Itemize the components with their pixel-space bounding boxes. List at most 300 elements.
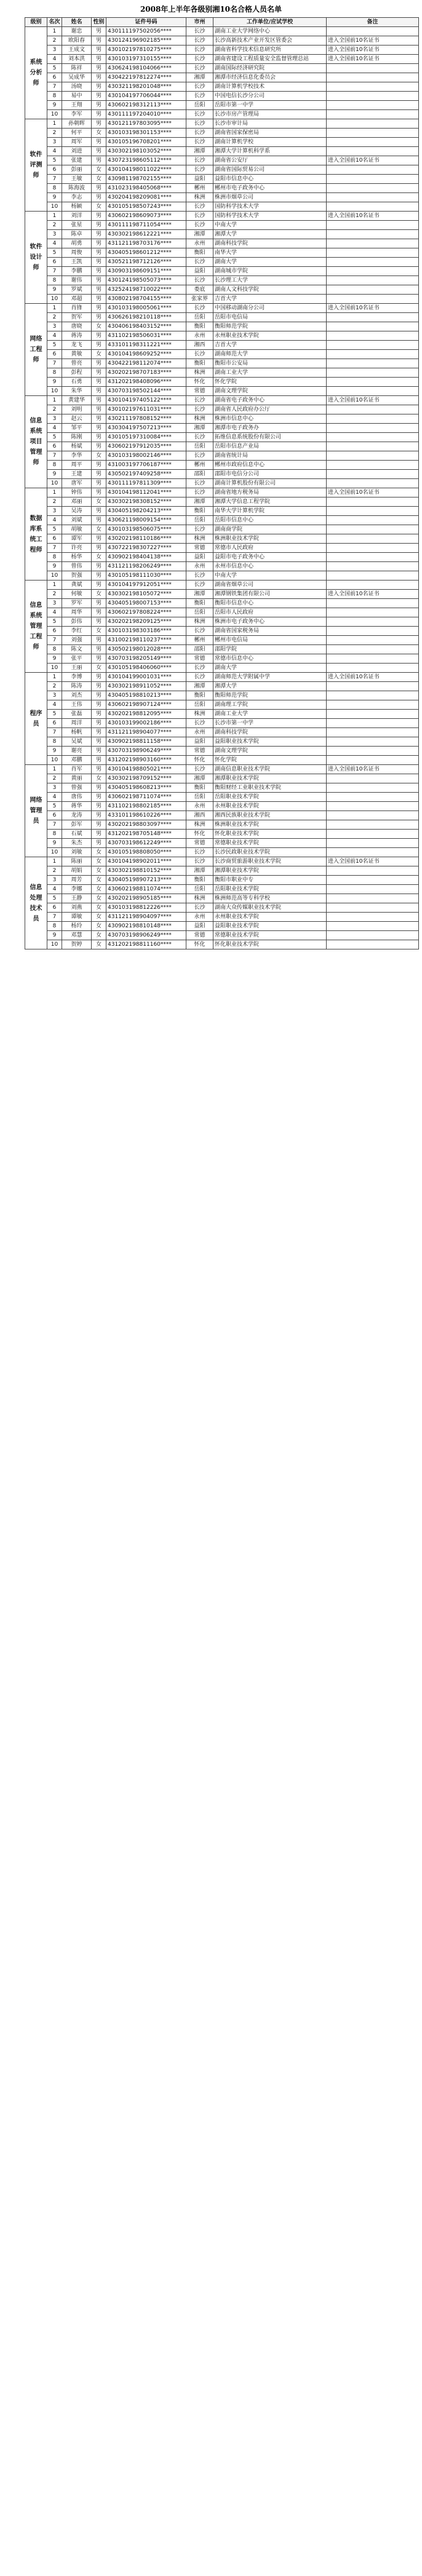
gender-cell: 女	[92, 885, 106, 894]
remark-cell	[327, 599, 419, 608]
gender-cell: 男	[92, 654, 106, 664]
id-number-cell: 430104198011022****	[106, 165, 186, 175]
id-number-cell: 430602197808224****	[106, 608, 186, 617]
remark-cell	[327, 82, 419, 92]
rank-cell: 1	[47, 304, 62, 313]
gender-cell: 男	[92, 562, 106, 571]
city-cell: 长沙	[186, 857, 213, 866]
id-number-cell: 430302198911052****	[106, 682, 186, 691]
name-cell: 陈祥	[62, 64, 92, 73]
id-number-cell: 430602198907124****	[106, 700, 186, 710]
gender-cell: 男	[92, 119, 106, 129]
table-row	[25, 64, 419, 73]
rank-cell: 9	[47, 101, 62, 110]
remark-cell: 进入全国前10名证书	[327, 765, 419, 774]
name-cell: 王建	[62, 470, 92, 479]
gender-cell: 男	[92, 691, 106, 700]
id-number-cell: 430802198704155****	[106, 295, 186, 304]
id-number-cell: 430103198303186****	[106, 627, 186, 636]
organization-cell: 衡阳市职业中专	[213, 876, 327, 885]
remark-cell	[327, 700, 419, 710]
id-number-cell: 431121198206249****	[106, 562, 186, 571]
id-number-cell: 430103198002146****	[106, 451, 186, 461]
gender-cell: 女	[92, 931, 106, 940]
city-cell: 长沙	[186, 765, 213, 774]
id-number-cell: 430104197706044****	[106, 92, 186, 101]
name-cell: 李鹏	[62, 267, 92, 276]
remark-cell	[327, 497, 419, 507]
organization-cell: 湖南工业大学	[213, 710, 327, 719]
city-cell: 长沙	[186, 258, 213, 267]
remark-cell	[327, 691, 419, 700]
id-number-cell: 430703198502144****	[106, 387, 186, 396]
city-cell: 长沙	[186, 138, 213, 147]
level-cell: 程序员	[25, 673, 47, 765]
city-cell: 长沙	[186, 903, 213, 913]
name-cell: 邓慧	[62, 931, 92, 940]
organization-cell: 湘潭钢铁集团有限公司	[213, 590, 327, 599]
remark-cell	[327, 940, 419, 949]
table-row	[25, 691, 419, 700]
city-cell: 长沙	[186, 396, 213, 405]
remark-cell	[327, 387, 419, 396]
organization-cell: 湖南大学	[213, 258, 327, 267]
table-row	[25, 451, 419, 461]
level-cell: 信息处理技术员	[25, 857, 47, 949]
rank-cell: 3	[47, 783, 62, 793]
city-cell: 株洲	[186, 193, 213, 202]
id-number-cell: 430104198112041****	[106, 488, 186, 497]
rank-cell: 9	[47, 193, 62, 202]
id-number-cell: 430902198811158****	[106, 737, 186, 747]
id-number-cell: 430103198301153****	[106, 129, 186, 138]
gender-cell: 男	[92, 571, 106, 581]
level-cell: 网络管理员	[25, 765, 47, 857]
level-cell: 网络工程师	[25, 304, 47, 396]
id-number-cell: 430602198312113****	[106, 101, 186, 110]
remark-cell: 进入全国前10名证书	[327, 156, 419, 165]
city-cell: 长沙	[186, 571, 213, 581]
remark-cell	[327, 737, 419, 747]
table-row	[25, 341, 419, 350]
id-number-cell: 430722198307227****	[106, 544, 186, 553]
remark-cell	[327, 350, 419, 359]
gender-cell: 男	[92, 414, 106, 424]
id-number-cell: 430105198808050****	[106, 848, 186, 857]
gender-cell: 男	[92, 424, 106, 433]
city-cell: 岳阳	[186, 101, 213, 110]
city-cell: 湘潭	[186, 424, 213, 433]
gender-cell: 男	[92, 479, 106, 488]
remark-cell	[327, 433, 419, 442]
rank-cell: 2	[47, 590, 62, 599]
name-cell: 黄敏	[62, 350, 92, 359]
city-cell: 长沙	[186, 848, 213, 857]
remark-cell	[327, 230, 419, 239]
remark-cell	[327, 221, 419, 230]
id-number-cell: 431202198408096****	[106, 378, 186, 387]
city-cell: 衡阳	[186, 691, 213, 700]
rank-cell: 10	[47, 571, 62, 581]
organization-cell: 中国移动湖南分公司	[213, 304, 327, 313]
table-row	[25, 433, 419, 442]
gender-cell: 女	[92, 894, 106, 903]
id-number-cell: 430422198112074****	[106, 359, 186, 368]
table-row	[25, 488, 419, 497]
remark-cell: 进入全国前10名证书	[327, 36, 419, 46]
city-cell: 长沙	[186, 627, 213, 636]
remark-cell	[327, 562, 419, 571]
rank-cell: 10	[47, 940, 62, 949]
city-cell: 益阳	[186, 175, 213, 184]
rank-cell: 7	[47, 913, 62, 922]
name-cell: 李华	[62, 451, 92, 461]
gender-cell: 男	[92, 387, 106, 396]
city-cell: 永州	[186, 562, 213, 571]
city-cell: 长沙	[186, 110, 213, 119]
remark-cell	[327, 728, 419, 737]
gender-cell: 男	[92, 442, 106, 451]
id-number-cell: 430111198711054****	[106, 221, 186, 230]
organization-cell: 郴州市电子政务中心	[213, 184, 327, 193]
rank-cell: 8	[47, 922, 62, 931]
gender-cell: 男	[92, 267, 106, 276]
rank-cell: 6	[47, 165, 62, 175]
city-cell: 郴州	[186, 184, 213, 193]
roster-body	[25, 27, 419, 949]
gender-cell: 男	[92, 488, 106, 497]
rank-cell: 8	[47, 276, 62, 285]
rank-cell: 4	[47, 885, 62, 894]
organization-cell: 湖南大学	[213, 664, 327, 673]
city-cell: 长沙	[186, 165, 213, 175]
name-cell: 龚斌	[62, 581, 92, 590]
table-row	[25, 664, 419, 673]
city-cell: 张家界	[186, 295, 213, 304]
city-cell: 长沙	[186, 479, 213, 488]
header-rank: 名次	[47, 18, 62, 27]
remark-cell	[327, 295, 419, 304]
rank-cell: 4	[47, 700, 62, 710]
gender-cell: 女	[92, 175, 106, 184]
organization-cell: 湖南工业大学网络中心	[213, 27, 327, 36]
table-row	[25, 885, 419, 894]
table-row	[25, 544, 419, 553]
table-row	[25, 147, 419, 156]
city-cell: 长沙	[186, 525, 213, 534]
id-number-cell: 431202198903160****	[106, 756, 186, 765]
organization-cell: 常德市人民政府	[213, 544, 327, 553]
id-number-cell: 430302198105072****	[106, 590, 186, 599]
organization-cell: 衡阳师范学院	[213, 691, 327, 700]
city-cell: 怀化	[186, 378, 213, 387]
header-level: 级别	[25, 18, 47, 27]
rank-cell: 4	[47, 516, 62, 525]
table-row	[25, 903, 419, 913]
name-cell: 周军	[62, 138, 92, 147]
organization-cell: 湘潭大学	[213, 230, 327, 239]
city-cell: 岳阳	[186, 313, 213, 322]
gender-cell: 男	[92, 276, 106, 285]
name-cell: 吴成华	[62, 73, 92, 82]
name-cell: 王敏	[62, 175, 92, 184]
organization-cell: 吉首大学	[213, 295, 327, 304]
id-number-cell: 430302198709152****	[106, 774, 186, 783]
id-number-cell: 431003197706187****	[106, 461, 186, 470]
table-row	[25, 857, 419, 866]
rank-cell: 7	[47, 728, 62, 737]
city-cell: 长沙	[186, 55, 213, 64]
remark-cell: 进入全国前10名证书	[327, 673, 419, 682]
name-cell: 王成文	[62, 46, 92, 55]
remark-cell	[327, 627, 419, 636]
rank-cell: 9	[47, 747, 62, 756]
remark-cell	[327, 756, 419, 765]
organization-cell: 永州市信息中心	[213, 562, 327, 571]
remark-cell	[327, 544, 419, 553]
name-cell: 唐军	[62, 479, 92, 488]
header-remark: 备注	[327, 18, 419, 27]
id-number-cell: 430624198104066****	[106, 64, 186, 73]
city-cell: 岳阳	[186, 516, 213, 525]
rank-cell: 10	[47, 756, 62, 765]
gender-cell: 女	[92, 940, 106, 949]
rank-cell: 6	[47, 442, 62, 451]
level-cell: 信息系统项目管理师	[25, 396, 47, 488]
id-number-cell: 430103199002186****	[106, 719, 186, 728]
remark-cell	[327, 876, 419, 885]
gender-cell: 男	[92, 765, 106, 774]
organization-cell: 湘潭职业技术学院	[213, 774, 327, 783]
name-cell: 刘杰	[62, 691, 92, 700]
table-row	[25, 830, 419, 839]
gender-cell: 男	[92, 156, 106, 165]
id-number-cell: 430124196902185****	[106, 36, 186, 46]
gender-cell: 女	[92, 774, 106, 783]
city-cell: 常德	[186, 747, 213, 756]
roster-table	[25, 17, 419, 949]
city-cell: 常德	[186, 387, 213, 396]
city-cell: 长沙	[186, 488, 213, 497]
city-cell: 邵阳	[186, 470, 213, 479]
table-row	[25, 534, 419, 544]
id-number-cell: 433101198610226****	[106, 811, 186, 820]
gender-cell: 女	[92, 627, 106, 636]
name-cell: 彭军	[62, 820, 92, 830]
remark-cell	[327, 617, 419, 627]
id-number-cell: 430104197912051****	[106, 581, 186, 590]
organization-cell: 中南大学	[213, 571, 327, 581]
gender-cell: 男	[92, 92, 106, 101]
name-cell: 孙朝晖	[62, 119, 92, 129]
table-row	[25, 497, 419, 507]
rank-cell: 3	[47, 414, 62, 424]
page-title: 2008年上半年各级别湘10名合格人员名单	[140, 5, 282, 14]
name-cell: 杨颖	[62, 202, 92, 212]
remark-cell	[327, 903, 419, 913]
city-cell: 郴州	[186, 461, 213, 470]
table-row	[25, 866, 419, 876]
gender-cell: 男	[92, 710, 106, 719]
rank-cell: 3	[47, 46, 62, 55]
id-number-cell: 430502197409258****	[106, 470, 186, 479]
table-row	[25, 304, 419, 313]
city-cell: 常德	[186, 839, 213, 848]
city-cell: 岳阳	[186, 608, 213, 617]
organization-cell: 国防科学技术大学	[213, 202, 327, 212]
organization-cell: 岳阳市人民政府	[213, 608, 327, 617]
rank-cell: 2	[47, 129, 62, 138]
city-cell: 怀化	[186, 940, 213, 949]
remark-cell	[327, 313, 419, 322]
name-cell: 唐晓	[62, 322, 92, 331]
table-row	[25, 654, 419, 664]
name-cell: 石勇	[62, 378, 92, 387]
gender-cell: 女	[92, 350, 106, 359]
id-number-cell: 430405198907213****	[106, 876, 186, 885]
gender-cell: 男	[92, 405, 106, 414]
gender-cell: 女	[92, 903, 106, 913]
remark-cell	[327, 830, 419, 839]
id-number-cell: 430102197611031****	[106, 405, 186, 414]
level-cell: 数据库系统工程师	[25, 488, 47, 581]
gender-cell: 男	[92, 820, 106, 830]
table-row	[25, 811, 419, 820]
id-number-cell: 430105198507243****	[106, 202, 186, 212]
name-cell: 王翔	[62, 101, 92, 110]
remark-cell	[327, 470, 419, 479]
name-cell: 钟伟	[62, 488, 92, 497]
gender-cell: 女	[92, 497, 106, 507]
city-cell: 岳阳	[186, 793, 213, 802]
name-cell: 邓鹏	[62, 756, 92, 765]
rank-cell: 5	[47, 156, 62, 165]
id-number-cell: 431102198506031****	[106, 331, 186, 341]
name-cell: 肖锋	[62, 304, 92, 313]
city-cell: 衡阳	[186, 248, 213, 258]
rank-cell: 1	[47, 212, 62, 221]
city-cell: 常德	[186, 544, 213, 553]
rank-cell: 3	[47, 230, 62, 239]
gender-cell: 男	[92, 608, 106, 617]
city-cell: 株洲	[186, 617, 213, 627]
name-cell: 邓超	[62, 295, 92, 304]
table-row	[25, 101, 419, 110]
city-cell: 株洲	[186, 368, 213, 378]
gender-cell: 男	[92, 461, 106, 470]
rank-cell: 6	[47, 534, 62, 544]
organization-cell: 株洲市信息中心	[213, 414, 327, 424]
city-cell: 株洲	[186, 534, 213, 544]
city-cell: 岳阳	[186, 700, 213, 710]
city-cell: 长沙	[186, 405, 213, 414]
organization-cell: 怀化学院	[213, 756, 327, 765]
organization-cell: 湖南信息职业技术学院	[213, 765, 327, 774]
id-number-cell: 430104198609252****	[106, 350, 186, 359]
header-organization: 工作单位/应试学校	[213, 18, 327, 27]
gender-cell: 男	[92, 747, 106, 756]
table-row	[25, 636, 419, 645]
remark-cell	[327, 581, 419, 590]
table-row	[25, 802, 419, 811]
remark-cell	[327, 442, 419, 451]
table-row	[25, 553, 419, 562]
organization-cell: 湖南工业大学	[213, 368, 327, 378]
name-cell: 李红	[62, 627, 92, 636]
remark-cell	[327, 101, 419, 110]
rank-cell: 9	[47, 931, 62, 940]
organization-cell: 衡阳市公安局	[213, 359, 327, 368]
city-cell: 怀化	[186, 830, 213, 839]
organization-cell: 株洲职业技术学院	[213, 820, 327, 830]
id-number-cell: 430104197405122****	[106, 396, 186, 405]
name-cell: 李志	[62, 193, 92, 202]
rank-cell: 4	[47, 424, 62, 433]
table-row	[25, 350, 419, 359]
gender-cell: 女	[92, 553, 106, 562]
organization-cell: 怀化职业技术学院	[213, 830, 327, 839]
organization-cell: 株洲师范高等专科学校	[213, 894, 327, 903]
rank-cell: 7	[47, 451, 62, 461]
table-row	[25, 571, 419, 581]
remark-cell	[327, 165, 419, 175]
name-cell: 邹平	[62, 424, 92, 433]
remark-cell	[327, 202, 419, 212]
id-number-cell: 430124198505073****	[106, 276, 186, 285]
id-number-cell: 430102197810275****	[106, 46, 186, 55]
rank-cell: 3	[47, 876, 62, 885]
id-number-cell: 431121198904097****	[106, 913, 186, 922]
table-row	[25, 516, 419, 525]
name-cell: 谢亮	[62, 747, 92, 756]
id-number-cell: 430703198906249****	[106, 931, 186, 940]
organization-cell: 国防科学技术大学	[213, 212, 327, 221]
gender-cell: 男	[92, 193, 106, 202]
remark-cell	[327, 184, 419, 193]
name-cell: 陈刚	[62, 433, 92, 442]
rank-cell: 8	[47, 92, 62, 101]
organization-cell: 长沙市房产管理局	[213, 110, 327, 119]
header-city: 市州	[186, 18, 213, 27]
gender-cell: 男	[92, 313, 106, 322]
name-cell: 张建	[62, 156, 92, 165]
rank-cell: 6	[47, 350, 62, 359]
table-row	[25, 239, 419, 248]
gender-cell: 男	[92, 295, 106, 304]
name-cell: 欧阳春	[62, 36, 92, 46]
organization-cell: 常德市信息中心	[213, 654, 327, 664]
rank-cell: 1	[47, 857, 62, 866]
city-cell: 岳阳	[186, 885, 213, 894]
table-row	[25, 267, 419, 276]
id-number-cell: 430405198204213****	[106, 507, 186, 516]
gender-cell: 男	[92, 830, 106, 839]
name-cell: 张星	[62, 221, 92, 230]
remark-cell	[327, 405, 419, 414]
organization-cell: 湘潭大学计算机科学系	[213, 147, 327, 156]
gender-cell: 男	[92, 239, 106, 248]
rank-cell: 5	[47, 802, 62, 811]
table-row	[25, 414, 419, 424]
city-cell: 湘西	[186, 341, 213, 350]
name-cell: 刘明	[62, 405, 92, 414]
rank-cell: 3	[47, 322, 62, 331]
gender-cell: 男	[92, 82, 106, 92]
city-cell: 长沙	[186, 36, 213, 46]
id-number-cell: 430105198406060****	[106, 664, 186, 673]
id-number-cell: 430602197912035****	[106, 442, 186, 451]
name-cell: 肖军	[62, 765, 92, 774]
